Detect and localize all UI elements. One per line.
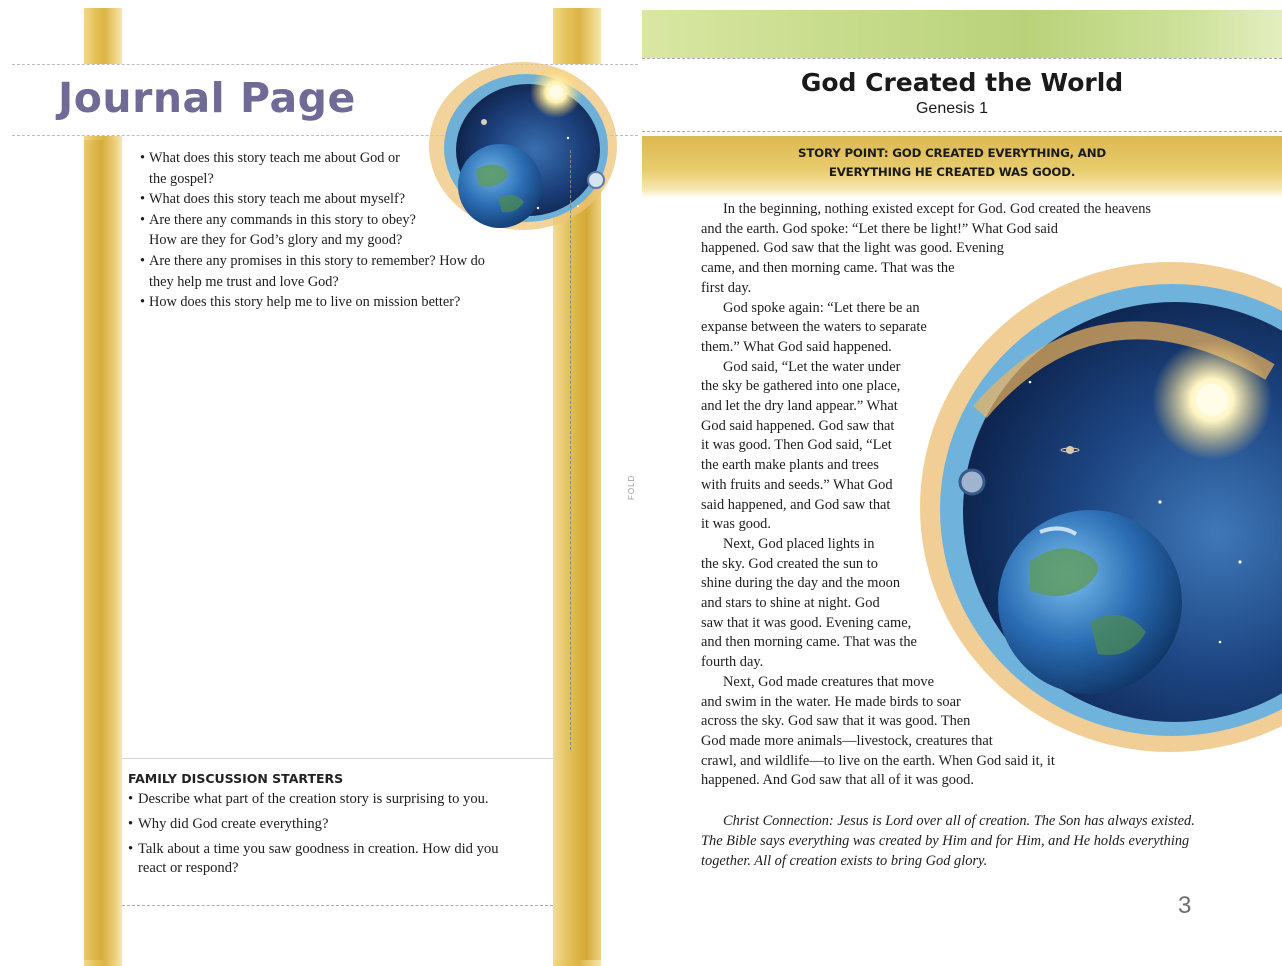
ochre-watercolor-strip bbox=[84, 140, 122, 960]
story-line: God spoke again: “Let there be an bbox=[723, 299, 920, 316]
reflection-questions bbox=[140, 148, 490, 313]
story-line: it was good. bbox=[701, 516, 771, 533]
scripture-reference: Genesis 1 bbox=[915, 100, 989, 117]
divider bbox=[122, 905, 553, 906]
connection-line: Christ Connection: Jesus is Lord over all of creation. The Son has always existed. bbox=[723, 813, 1195, 829]
story-line: saw that it was good. Evening came, bbox=[701, 614, 912, 631]
story-line: the earth make plants and trees bbox=[701, 457, 879, 474]
story-line: and the earth. God spoke: “Let there be light!” What God said bbox=[701, 220, 1058, 237]
connection-line: The Bible says everything was created by Him and for Him, and He holds everything bbox=[701, 833, 1190, 849]
story-line: the sky. God created the sun to bbox=[701, 555, 878, 572]
story-line: across the sky. God saw that it was good. Then bbox=[701, 713, 971, 730]
story-line: and let the dry land appear.” What bbox=[701, 398, 898, 415]
story-point: STORY POINT: GOD CREATED EVERYTHING, AND EVERYTHING HE CREATED WAS GOOD. bbox=[798, 146, 1106, 179]
story-line: and then morning came. That was the bbox=[701, 634, 917, 651]
list-item: • Are there any commands in this story to obey? How are they for God’s glory and my good? bbox=[140, 210, 430, 251]
list-item: • Describe what part of the creation story is surprising to you. bbox=[128, 790, 528, 809]
family-discussion-heading: FAMILY DISCUSSION STARTERS bbox=[128, 771, 344, 786]
christ-connection bbox=[701, 811, 1201, 871]
fold-line bbox=[570, 150, 571, 750]
story-line: came, and then morning came. That was the bbox=[701, 260, 955, 277]
connection-line: together. All of creation exists to bring God glory. bbox=[701, 853, 988, 869]
list-item: • Why did God create everything? bbox=[128, 815, 528, 834]
list-item: • How does this story help me to live on mission better? bbox=[140, 292, 490, 313]
story-line: it was good. Then God said, “Let bbox=[701, 437, 892, 454]
story-line: fourth day. bbox=[701, 654, 764, 671]
story-line: shine during the day and the moon bbox=[701, 575, 901, 592]
story-line: In the beginning, nothing existed except for God. God created the heavens bbox=[723, 201, 1151, 217]
story-line: the sky be gathered into one place, bbox=[701, 378, 901, 395]
story-line: God said, “Let the water under bbox=[723, 358, 901, 375]
story-line: expanse between the waters to separate bbox=[701, 319, 927, 336]
story-line: crawl, and wildlife—to live on the earth. When God said it, it bbox=[701, 752, 1055, 769]
story-text bbox=[701, 200, 1191, 791]
story-line: God made more animals—livestock, creatures that bbox=[701, 732, 993, 749]
story-line: said happened, and God saw that bbox=[701, 496, 891, 513]
list-item: • Are there any promises in this story to remember? How do they help me trust and love God? bbox=[140, 251, 485, 292]
list-item: • Talk about a time you saw goodness in creation. How did you react or respond? bbox=[128, 840, 518, 878]
fold-label: FOLD bbox=[627, 474, 636, 500]
page-number: 3 bbox=[1178, 892, 1192, 919]
list-item: • What does this story teach me about myself? bbox=[140, 189, 490, 210]
story-line: happened. God saw that the light was good. Evening bbox=[701, 240, 1004, 257]
story-line: and stars to shine at night. God bbox=[701, 595, 880, 612]
story-line: with fruits and seeds.” What God bbox=[701, 476, 893, 493]
story-line: Next, God placed lights in bbox=[723, 535, 875, 552]
family-discussion-list bbox=[128, 790, 528, 884]
story-line: and swim in the water. He made birds to soar bbox=[701, 693, 961, 710]
story-line: them.” What God said happened. bbox=[701, 338, 892, 355]
journal-page bbox=[0, 0, 636, 966]
list-item: • What does this story teach me about God or the gospel? bbox=[140, 148, 410, 189]
story-line: happened. And God saw that all of it was good. bbox=[701, 772, 974, 789]
story-title: God Created the World bbox=[800, 68, 1124, 97]
story-line: Next, God made creatures that move bbox=[723, 673, 934, 690]
story-line: God said happened. God saw that bbox=[701, 417, 895, 434]
ochre-watercolor-strip bbox=[553, 140, 601, 960]
journal-title: Journal Page bbox=[58, 74, 356, 122]
story-line: first day. bbox=[701, 279, 752, 296]
